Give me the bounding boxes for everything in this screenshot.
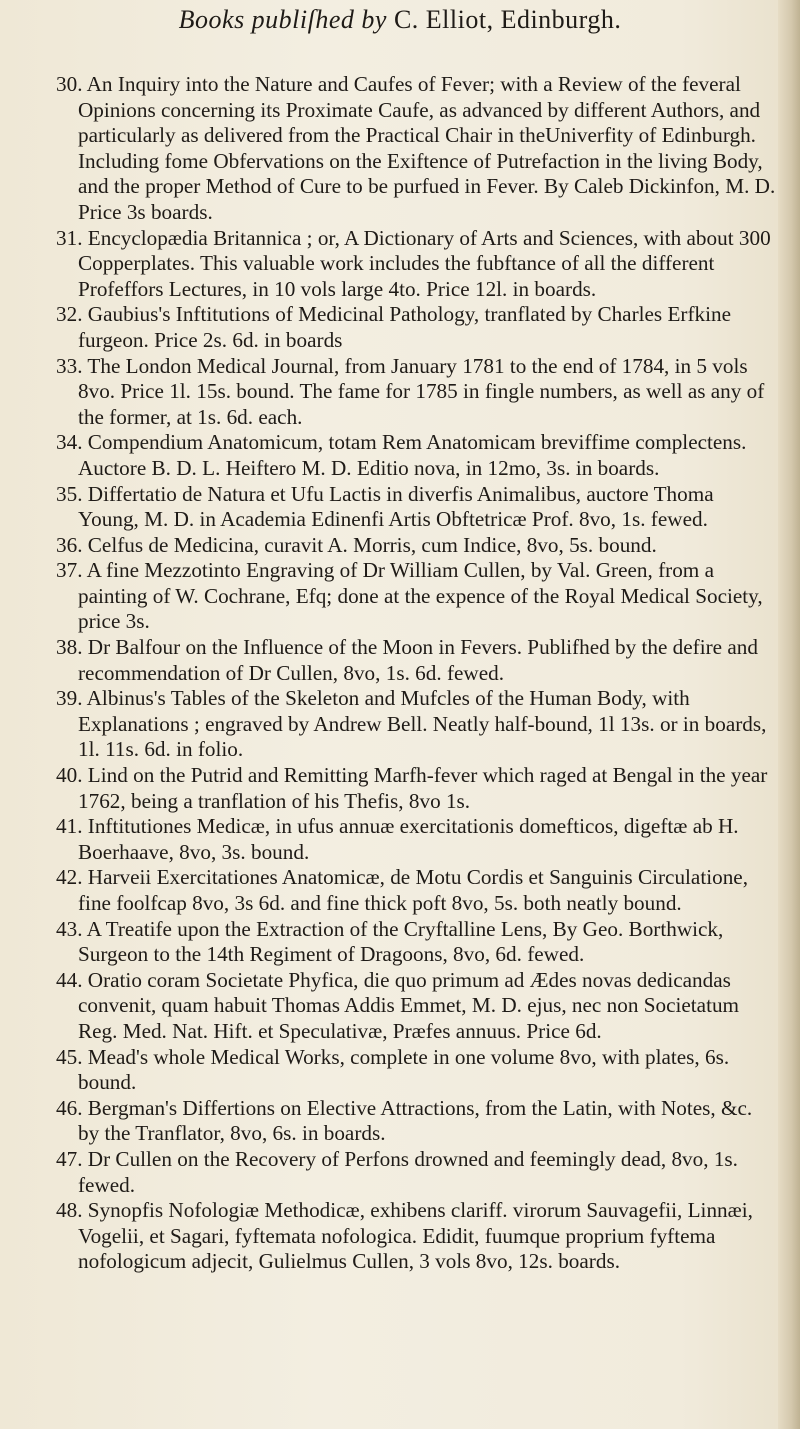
item-number: 40. [56, 763, 83, 788]
item-text: A Treatife upon the Extraction of the Cryftalline Lens, By Geo. Borthwick, Surgeon to the 14th Regiment of Dragoons, 8vo, 6d. fewed. [78, 916, 724, 967]
item-number: 41. [56, 814, 83, 839]
item-text: Harveii Exercitationes Anatomicæ, de Motu Cordis et Sanguinis Circulatione, fine foolfcap 8vo, 3s 6d. and fine thick poft 8vo, 5s. both neatly bound. [78, 865, 748, 915]
list-item [56, 558, 776, 635]
item-number: 37. [56, 558, 83, 583]
list-item [56, 763, 776, 814]
item-text: A fine Mezzotinto Engraving of Dr William Cullen, by Val. Green, from a painting of W. Cochrane, Efq; done at the expence of the Royal Medical Society, price 3s. [78, 558, 763, 634]
item-text: The London Medical Journal, from January 1781 to the end of 1784, in 5 vols 8vo. Price 1l. 15s. bound. The fame for 1785 in fingle numbers, as well as any of the former, at 1s. 6d. each. [78, 353, 765, 429]
list-item [56, 814, 776, 865]
list-item [56, 72, 776, 226]
item-number: 48. [56, 1198, 83, 1223]
list-item [56, 686, 776, 763]
header-publisher: C. Elliot [393, 5, 487, 34]
item-number: 32. [56, 302, 83, 327]
list-item [56, 226, 776, 303]
list-item [56, 354, 776, 431]
list-item [56, 917, 776, 968]
list-item [56, 533, 776, 559]
header-comma: , [486, 5, 494, 34]
list-item [56, 1198, 776, 1275]
header-place: Edinburgh. [500, 5, 622, 34]
item-number: 30. [56, 72, 83, 96]
item-text: Mead's whole Medical Works, complete in one volume 8vo, with plates, 6s. bound. [78, 1044, 730, 1095]
item-text: Celfus de Medicina, curavit A. Morris, cum Indice, 8vo, 5s. bound. [87, 532, 657, 557]
item-text: Dr Balfour on the Influence of the Moon in Fevers. Publifhed by the defire and recommendation of Dr Cullen, 8vo, 1s. 6d. fewed. [78, 635, 758, 685]
item-text: Inftitutiones Medicæ, in ufus annuæ exercitationis domefticos, digeftæ ab H. Boerhaave, 8vo, 3s. bound. [78, 814, 739, 864]
item-number: 33. [56, 353, 83, 378]
item-number: 31. [56, 225, 83, 250]
page-gutter [778, 0, 800, 1429]
item-number: 43. [56, 916, 83, 941]
list-item [56, 1045, 776, 1096]
item-text: Lind on the Putrid and Remitting Marfh-fever which raged at Bengal in the year 1762, being a tranflation of his Thefis, 8vo 1s. [78, 763, 768, 813]
list-item [56, 302, 776, 353]
item-text: An Inquiry into the Nature and Caufes of Fever; with a Review of the feveral Opinions concerning its Proximate Caufe, as advanced by different Authors, and particularly as delivered from the Practical Chair in theUniverfity of Edinburgh. Including fome Obfervations on the Exiftence of Putrefaction in the living Body, and the proper Method of Cure to be purfued in Fever. By Caleb Dickinfon, M. D. Price 3s boards. [78, 72, 776, 224]
item-number: 47. [56, 1146, 83, 1171]
page-header [0, 5, 800, 35]
list-item [56, 968, 776, 1045]
item-number: 44. [56, 967, 83, 992]
item-number: 39. [56, 686, 83, 711]
item-number: 35. [56, 481, 83, 506]
item-text: Differtatio de Natura et Ufu Lactis in diverfis Animalibus, auctore Thoma Young, M. D. in Academia Edinenfi Artis Obftetricæ Prof. 8vo, 1s. fewed. [78, 481, 714, 532]
item-number: 46. [56, 1095, 83, 1120]
item-text: Bergman's Differtions on Elective Attractions, from the Latin, with Notes, &c. by the Tranflator, 8vo, 6s. in boards. [78, 1095, 753, 1146]
list-item [56, 865, 776, 916]
item-text: Encyclopædia Britannica ; or, A Dictionary of Arts and Sciences, with about 300 Copperplates. This valuable work includes the fubftance of all the different Profeffors Lectures, in 10 vols large 4to. Price 12l. in boards. [78, 225, 771, 301]
item-text: Dr Cullen on the Recovery of Perfons drowned and feemingly dead, 8vo, 1s. fewed. [78, 1146, 738, 1197]
item-number: 34. [56, 430, 83, 455]
item-text: Albinus's Tables of the Skeleton and Mufcles of the Human Body, with Explanations ; engraved by Andrew Bell. Neatly half-bound, 1l 13s. or in boards, 1l. 11s. 6d. in folio. [78, 686, 767, 762]
item-number: 45. [56, 1044, 83, 1069]
list-item [56, 1147, 776, 1198]
header-prefix: Books publiſhed by [178, 5, 387, 34]
item-text: Gaubius's Inftitutions of Medicinal Pathology, tranflated by Charles Erfkine furgeon. Price 2s. 6d. in boards [78, 302, 732, 352]
item-text: Oratio coram Societate Phyfica, die quo primum ad Ædes novas dedicandas convenit, quam habuit Thomas Addis Emmet, M. D. ejus, nec non Societatum Reg. Med. Nat. Hift. et Speculativæ, Præfes annuus. Price 6d. [78, 967, 740, 1043]
list-item [56, 635, 776, 686]
book-list [56, 72, 776, 1275]
list-item [56, 482, 776, 533]
item-number: 38. [56, 635, 83, 660]
list-item [56, 1096, 776, 1147]
item-number: 36. [56, 532, 83, 557]
item-text: Compendium Anatomicum, totam Rem Anatomicam breviffime complectens. Auctore B. D. L. Heiftero M. D. Editio nova, in 12mo, 3s. in boards. [78, 430, 747, 480]
item-number: 42. [56, 865, 83, 890]
list-item [56, 430, 776, 481]
item-text: Synopfis Nofologiæ Methodicæ, exhibens clariff. virorum Sauvagefii, Linnæi, Vogelii, et Sagari, fyftemata nofologica. Edidit, fuumque proprium fyftema nofologicum adjecit, Gulielmus Cullen, 3 vols 8vo, 12s. boards. [78, 1198, 753, 1274]
